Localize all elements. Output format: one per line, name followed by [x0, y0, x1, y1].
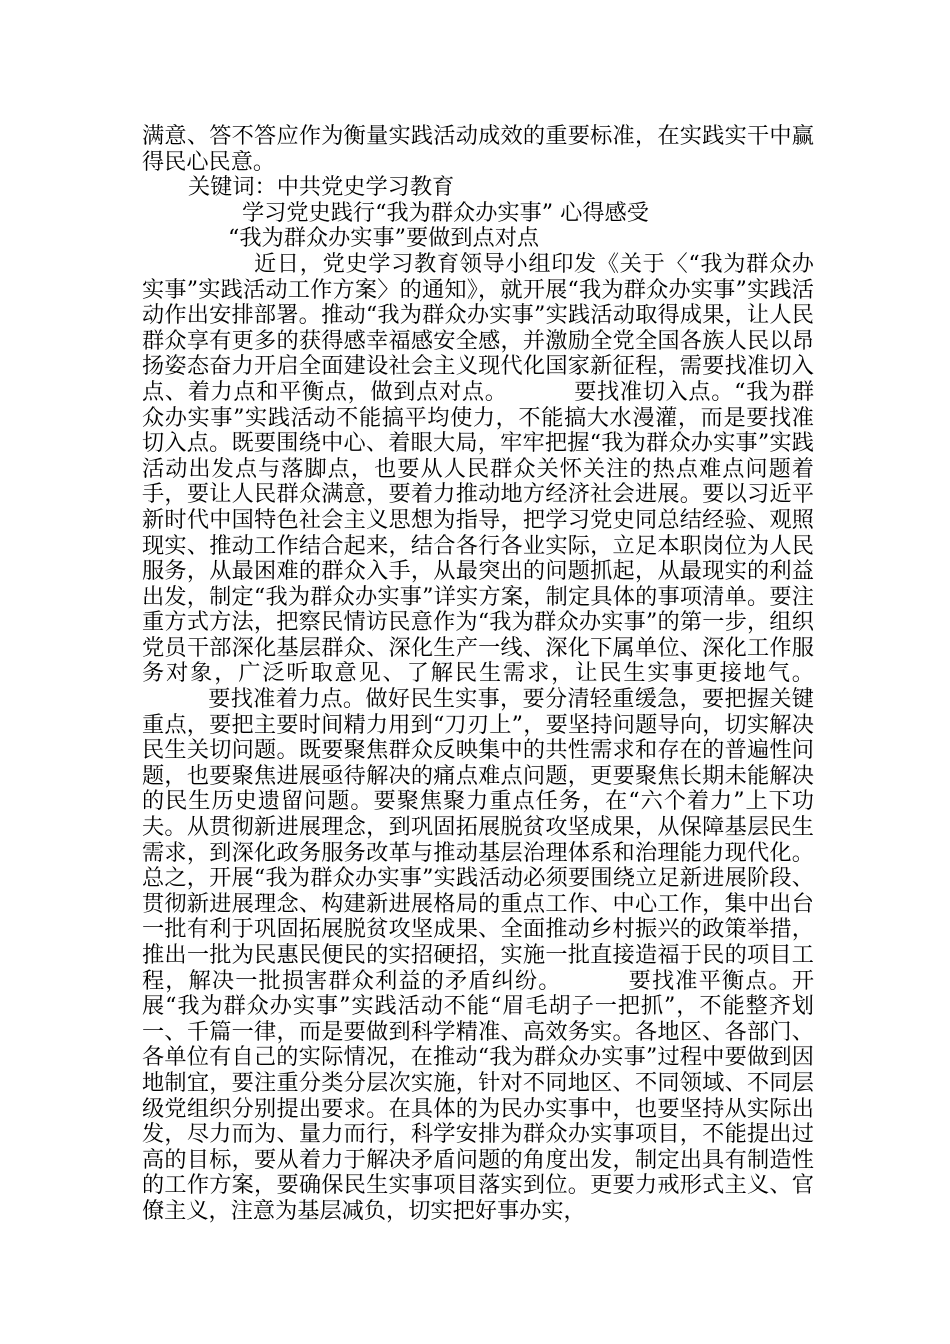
body-section-focus-point: 要找准着力点。做好民生实事，要分清轻重缓急，要把握关键重点，要把主要时间精力用到“刀刃上”，要坚持问题导向，切实解决民生关切问题。既要聚焦群众反映集中的共性需求和存在的普遍性问题，也要聚焦进展亟待解决的痛点难点问题，更要聚焦长期未能解决的民生历史遗留问题。要聚焦聚力重点任务，在“六个着力”上下功夫。从贯彻新进展理念，到巩固拓展脱贫攻坚成果，从保障基层民生需求，到深化政务服务改革与推动基层治理体系和治理能力现代化。总之，开展“我为群众办实事”实践活动必须要围绕立足新进展阶段、贯彻新进展理念、构建新进展格局的重点工作、中心工作，集中出台一批有利于巩固拓展脱贫攻坚成果、全面推动乡村振兴的政策举措，推出一批为民惠民便民的实招硬招，实施一批直接造福于民的项目工程，解决一批损害群众利益的矛盾纠纷。 — [142, 686, 814, 994]
opening-paragraph: 满意、答不答应作为衡量实践活动成效的重要标准，在实践实干中赢得民心民意。 — [142, 123, 814, 175]
document-page — [142, 124, 814, 1225]
body-paragraph — [142, 252, 814, 1225]
article-subtitle: “我为群众办实事”要做到点对点 — [228, 225, 540, 252]
body-intro: 近日，党史学习教育领导小组印发《关于〈“我为群众办实事”实践活动工作方案〉的通知》，就开展“我为群众办实事”实践活动作出安排部署。推动“我为群众办实事”实践活动取得成果，让人民群众享有更多的获得感幸福感安全感，并激励全党全国各族人民以昂扬姿态奋力开启全面建设社会主义现代化国家新征程，需要找准切入点、着力点和平衡点，做到点对点。 — [142, 250, 814, 405]
body-section-entry-point: 要找准切入点。“我为群众办实事”实践活动不能搞平均使力，不能搞大水漫灌，而是要找准切入点。既要围绕中心、着眼大局，牢牢把握“我为群众办实事”实践活动出发点与落脚点，也要从人民群众关怀关注的热点难点问题着手，要让人民群众满意，要着力推动地方经济社会进展。要以习近平新时代中国特色社会主义思想为指导，把学习党史同总结经验、观照现实、推动工作结合起来，结合各行各业实际，立足本职岗位为人民服务，从最困难的群众入手，从最突出的问题抓起，从最现实的利益出发，制定“我为群众办实事”详实方案，制定具体的事项清单。要注重方式方法，把察民情访民意作为“我为群众办实事”的第一步，组织党员干部深化基层群众、深化生产一线、深化下属单位、深化工作服务对象，广泛听取意见、了解民生需求，让民生实事更接地气。 — [142, 378, 815, 687]
body-section-balance-point: 要找准平衡点。开展“我为群众办实事”实践活动不能“眉毛胡子一把抓”，不能整齐划一、千篇一律，而是要做到科学精准、高效务实。各地区、各部门、各单位有自己的实际情况，在推动“我为群众办实事”过程中要做到因地制宜，要注重分类分层次实施，针对不同地区、不同领域、不同层级党组织分别提出要求。在具体的为民办实事中，也要坚持从实际出发，尽力而为、量力而行，科学安排为群众办实事项目，不能提出过高的目标，要从着力于解决矛盾问题的角度出发，制定出具有制造性的工作方案，要确保民生实事项目落实到位。更要力戒形式主义、官僚主义，注意为基层减负，切实把好事办实， — [142, 967, 815, 1224]
keywords-line: 关键词：中共党史学习教育 — [188, 174, 455, 201]
article-title: 学习党史践行“我为群众办实事” 心得感受 — [242, 199, 649, 226]
